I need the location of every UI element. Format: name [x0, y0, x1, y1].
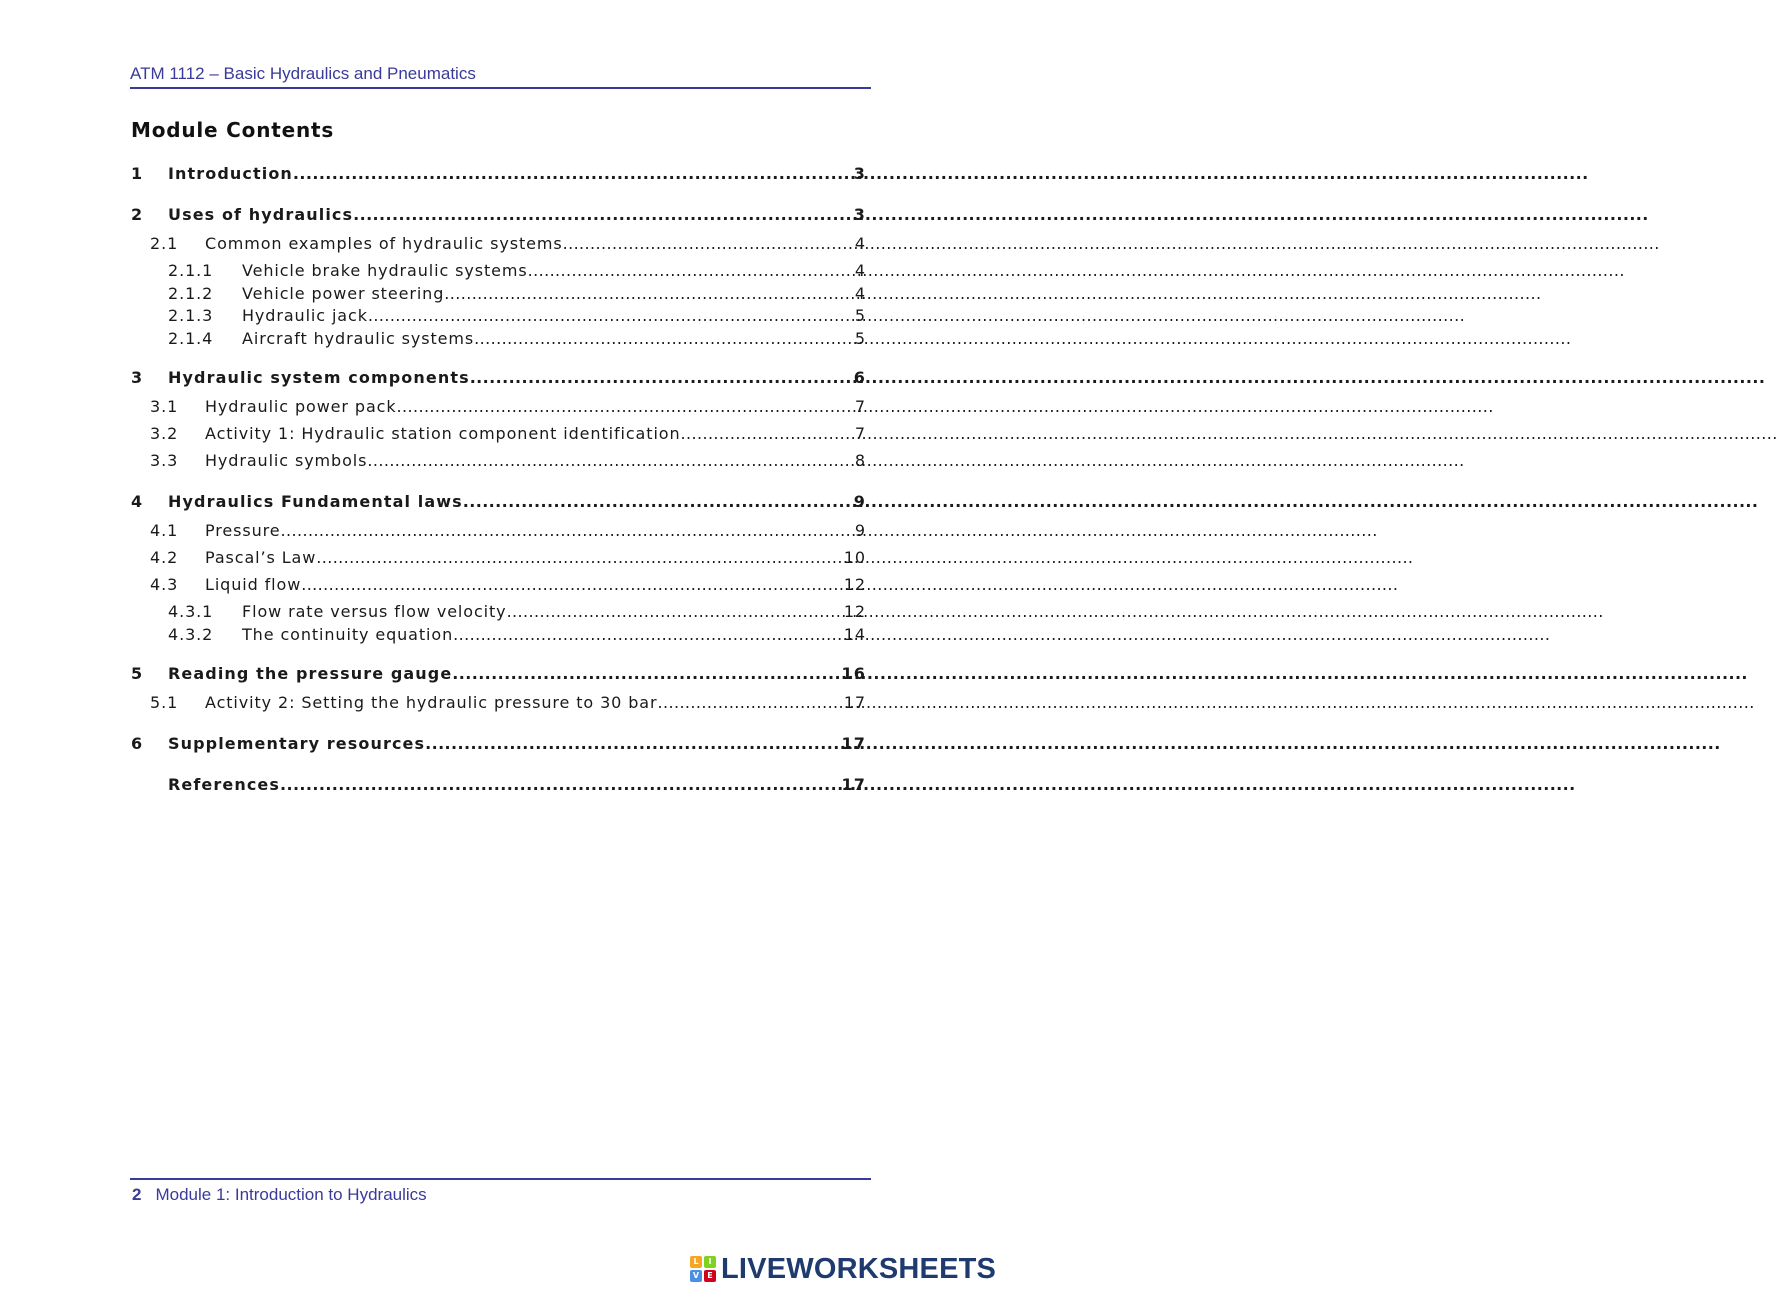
toc-entry[interactable]	[131, 571, 866, 598]
toc-entry-label: Hydraulic power pack	[205, 397, 397, 416]
running-footer	[130, 1178, 871, 1205]
toc-entry-page: 16	[841, 664, 866, 683]
toc-leader-dots	[368, 305, 853, 328]
toc-leader-dots	[563, 230, 853, 257]
logo-letter: I	[704, 1256, 716, 1268]
toc-entry-number: 5.1	[150, 693, 179, 712]
toc-leader-dots	[658, 689, 842, 716]
toc-entry-page: 12	[843, 575, 866, 594]
logo-letter: L	[690, 1256, 702, 1268]
toc-entry[interactable]	[131, 260, 866, 283]
toc-entry-label: Hydraulic system components	[168, 368, 470, 387]
toc-entry[interactable]	[131, 447, 866, 474]
toc-entry[interactable]	[131, 544, 866, 571]
toc-entry[interactable]	[131, 305, 866, 328]
toc-leader-dots	[528, 260, 853, 283]
toc-entry-page: 17	[841, 734, 866, 753]
toc-entry-label: Introduction	[168, 164, 293, 183]
toc-entry-number: 3.3	[150, 451, 179, 470]
toc-leader-dots	[507, 601, 842, 624]
toc-entry-number: 2.1.1	[168, 261, 214, 280]
toc-entry-page: 9	[854, 521, 866, 540]
course-title: ATM 1112 – Basic Hydraulics and Pneumatics	[130, 64, 476, 83]
toc-entry-page: 10	[843, 548, 866, 567]
module-title: Module 1: Introduction to Hydraulics	[155, 1185, 427, 1204]
logo-letter: E	[704, 1270, 716, 1282]
toc-entry[interactable]	[131, 420, 866, 447]
toc-entry-label: Common examples of hydraulic systems	[205, 234, 563, 253]
toc-entry[interactable]	[131, 160, 866, 187]
toc-entry-number: 2.1.2	[168, 283, 214, 303]
toc-entry-page: 8	[854, 451, 866, 470]
toc-leader-dots	[316, 544, 842, 571]
toc-leader-dots	[681, 420, 853, 447]
toc-entry-label: Uses of hydraulics	[168, 205, 354, 224]
toc-entry-page: 17	[843, 693, 866, 712]
toc-entry[interactable]	[131, 624, 866, 647]
toc-leader-dots	[425, 730, 839, 757]
toc-entry[interactable]	[131, 488, 866, 515]
toc-entry[interactable]	[131, 771, 866, 798]
toc-entry-label: Hydraulic jack	[242, 306, 368, 325]
toc-entry-number: 3	[131, 368, 144, 387]
toc-leader-dots	[452, 660, 839, 687]
toc-leader-dots	[453, 624, 842, 647]
page-title: Module Contents	[131, 118, 335, 142]
toc-entry[interactable]	[131, 328, 866, 351]
toc-entry-number: 4.3.2	[168, 624, 214, 644]
toc-entry-number: 4.3.1	[168, 602, 214, 621]
toc-entry[interactable]	[131, 517, 866, 544]
toc-entry[interactable]	[131, 689, 866, 716]
toc-entry-label: Vehicle brake hydraulic systems	[242, 261, 528, 280]
toc-entry[interactable]	[131, 201, 866, 228]
toc-entry-label: Hydraulic symbols	[205, 451, 368, 470]
toc-entry-page: 7	[854, 397, 866, 416]
toc-entry-label: Flow rate versus flow velocity	[242, 602, 507, 621]
toc-entry-page: 3	[853, 164, 866, 183]
toc-entry[interactable]	[131, 601, 866, 624]
toc-entry-page: 14	[843, 624, 866, 644]
toc-entry[interactable]	[131, 730, 866, 757]
toc-leader-dots	[280, 771, 840, 798]
toc-entry-page: 17	[841, 775, 866, 794]
toc-leader-dots	[444, 283, 853, 306]
toc-leader-dots	[301, 571, 842, 598]
toc-entry-label: Liquid flow	[205, 575, 302, 594]
toc-entry-page: 12	[843, 602, 866, 621]
toc-entry-number: 6	[131, 734, 144, 753]
toc-entry-number: 2.1.4	[168, 328, 214, 348]
toc-entry-number: 1	[131, 164, 144, 183]
toc-leader-dots	[353, 201, 852, 228]
toc-entry-page: 6	[853, 368, 866, 387]
toc-leader-dots	[367, 447, 853, 474]
toc-entry-label: Reading the pressure gauge	[168, 664, 453, 683]
toc-entry-page: 9	[853, 492, 866, 511]
toc-entry-number: 2.1.3	[168, 306, 214, 325]
toc-entry-label: Hydraulics Fundamental laws	[168, 492, 463, 511]
logo-mark-icon	[690, 1256, 716, 1282]
page-number: 2	[132, 1185, 142, 1204]
toc-entry-page: 5	[854, 306, 866, 325]
running-header	[130, 64, 871, 89]
toc-entry-number: 4.3	[150, 575, 179, 594]
toc-leader-dots	[470, 364, 852, 391]
toc-entry-label: Aircraft hydraulic systems	[242, 328, 475, 348]
toc-entry-number: 4	[131, 492, 144, 511]
toc-leader-dots	[293, 160, 852, 187]
liveworksheets-logo[interactable]	[690, 1252, 996, 1286]
toc-entry-label: Pressure	[205, 521, 281, 540]
toc-entry-page: 4	[854, 261, 866, 280]
toc-entry-number: 3.2	[150, 424, 179, 443]
toc-leader-dots	[474, 328, 853, 351]
toc-leader-dots	[281, 517, 853, 544]
table-of-contents	[131, 160, 866, 798]
toc-entry-label: Activity 1: Hydraulic station component identification	[205, 424, 681, 443]
toc-entry-label: Pascal’s Law	[205, 548, 317, 567]
toc-entry-number: 4.2	[150, 548, 179, 567]
toc-entry-number: 2	[131, 205, 144, 224]
toc-entry-number: 4.1	[150, 521, 179, 540]
toc-entry[interactable]	[131, 393, 866, 420]
toc-entry-page: 5	[854, 328, 866, 348]
toc-entry[interactable]	[131, 230, 866, 257]
toc-entry-number: 5	[131, 664, 144, 683]
toc-leader-dots	[463, 488, 852, 515]
toc-entry-label: Vehicle power steering	[242, 283, 445, 303]
toc-entry-number: 3.1	[150, 397, 179, 416]
toc-entry-page: 4	[854, 283, 866, 303]
logo-letter: V	[690, 1270, 702, 1282]
toc-entry-label: Supplementary resources	[168, 734, 426, 753]
toc-entry-label: Activity 2: Setting the hydraulic pressure to 30 bar	[205, 693, 658, 712]
toc-entry[interactable]	[131, 283, 866, 306]
brand-name: LIVEWORKSHEETS	[721, 1252, 997, 1285]
toc-leader-dots	[397, 393, 853, 420]
toc-entry-page: 4	[854, 234, 866, 253]
toc-entry-label: References	[168, 775, 280, 794]
toc-entry-page: 7	[854, 424, 866, 443]
toc-entry-label: The continuity equation	[242, 624, 454, 644]
toc-entry-page: 3	[853, 205, 866, 224]
toc-entry[interactable]	[131, 364, 866, 391]
toc-entry-number: 2.1	[150, 234, 179, 253]
toc-entry[interactable]	[131, 660, 866, 687]
